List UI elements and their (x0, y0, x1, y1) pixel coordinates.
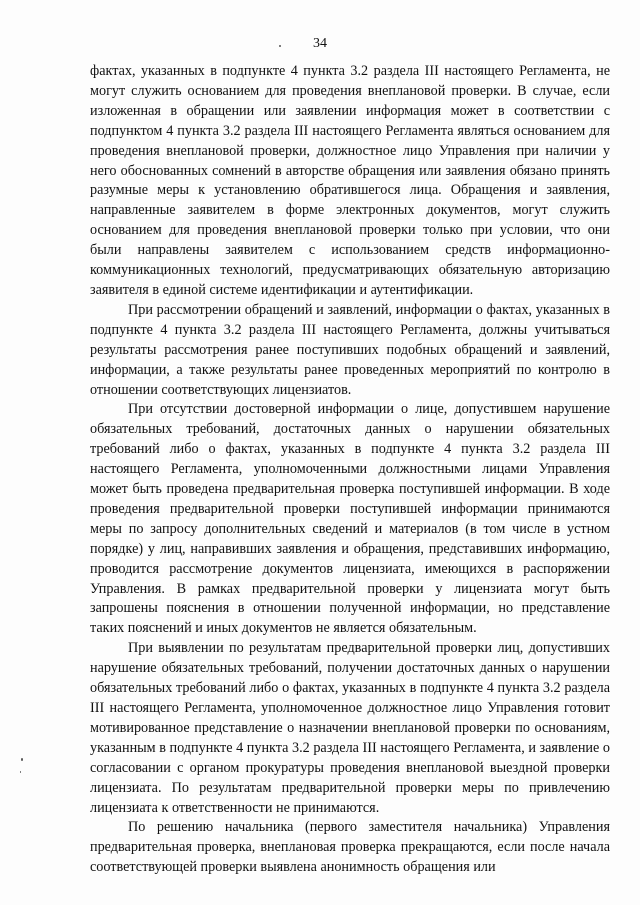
paragraph: При рассмотрении обращений и заявлений, информации о фактах, указанных в подпункте 4 пункта 3.2 раздела III настоящего Регламента, должны учитываться результаты рассмотрения ранее поступивших подобных обращений и заявлений, информации, а также результаты ранее проведенных мероприятий по контролю в отношении соответствующих лицензиатов. (90, 301, 610, 398)
body-text (90, 62, 610, 878)
scan-speck (20, 771, 21, 773)
paragraph: При отсутствии достоверной информации о лице, допустившем нарушение обязательных требований, достаточных данных о нарушении обязательных требований либо о фактах, указанных в подпункте 4 пункта 3.2 раздела III настоящего Регламента, уполномоченными должностными лицами Управления может быть проведена предварительная проверка поступившей информации. В ходе проведения предварительной проверки поступившей информации принимаются меры по запросу дополнительных сведений и материалов (в том числе в устном порядке) у лиц, направивших заявления и обращения, представивших информацию, проводится рассмотрение документов лицензиата, имеющихся в распоряжении Управления. В рамках предварительной проверки у лицензиата могут быть запрошены пояснения в отношении полученной информации, но представление таких пояснений и иных документов не является обязательным. (90, 401, 610, 637)
paragraph: При выявлении по результатам предварительной проверки лиц, допустивших нарушение обязательных требований, получении достаточных данных о нарушении обязательных требований либо о фактах, указанных в подпункте 4 пункта 3.2 раздела III настоящего Регламента, уполномоченное должностное лицо Управления готовит мотивированное представление о назначении внеплановой проверки по основаниям, указанным в подпункте 4 пункта 3.2 раздела III настоящего Регламента, и заявление о согласовании с органом прокуратуры проведения внеплановой выездной проверки лицензиата. По результатам предварительной проверки меры по привлечению лицензиата к ответственности не принимаются. (90, 640, 610, 816)
paragraph: По решению начальника (первого заместителя начальника) Управления предварительная проверка, внеплановая проверка прекращаются, если после начала соответствующей проверки выявлена анонимность обращения или (90, 819, 610, 876)
page-number: 34 (313, 36, 327, 51)
paragraph: фактах, указанных в подпункте 4 пункта 3.2 раздела III настоящего Регламента, не могут служить основанием для проведения внеплановой проверки. В случае, если изложенная в обращении или заявлении информация может в соответствии с подпунктом 4 пункта 3.2 раздела III настоящего Регламента являться основанием для проведения внеплановой проверки, должностное лицо Управления при наличии у него обоснованных сомнений в авторстве обращения или заявления обязано принять разумные меры к установлению обратившегося лица. Обращения и заявления, направленные заявителем в форме электронных документов, могут служить основанием для проведения внеплановой проверки только при условии, что они были направлены заявителем с использованием средств информационно-коммуникационных технологий, предусматривающих обязательную авторизацию заявителя в единой системе идентификации и аутентификации. (90, 63, 610, 298)
scan-speck (21, 758, 23, 761)
scan-speck (279, 45, 281, 47)
